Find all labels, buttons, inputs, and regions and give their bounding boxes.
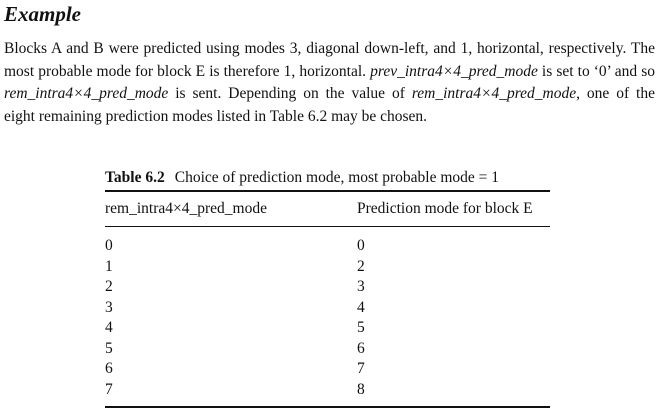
body-paragraph: [4, 38, 655, 128]
table-cell: 6: [105, 360, 113, 377]
table-bottom-rule: [105, 406, 550, 408]
table-cell: 3: [105, 298, 113, 316]
table-row: [105, 359, 550, 380]
table-cell: 3: [357, 278, 365, 295]
table-row: [105, 236, 550, 257]
column-header: Prediction mode for block E: [357, 200, 533, 217]
variable-rem-intra-pred-mode: rem_intra4×4_pred_mode: [411, 85, 577, 102]
table-cell: 8: [357, 380, 365, 398]
table-cell: 5: [357, 319, 365, 336]
table-caption-text: Choice of prediction mode, most probable mode = 1: [174, 169, 500, 186]
table-cell: 1: [105, 257, 113, 275]
table-row: [105, 298, 550, 319]
table-cell: 2: [105, 278, 113, 295]
table-cell: 0: [357, 237, 365, 254]
table-row: [105, 257, 550, 278]
table-row: [105, 380, 550, 401]
table-cell: 0: [105, 237, 113, 254]
prediction-mode-table: [105, 166, 550, 408]
variable-rem-intra-pred-mode: rem_intra4×4_pred_mode: [4, 85, 169, 102]
table-cell: 7: [357, 360, 365, 377]
table-body: [105, 192, 550, 226]
table-cell: 4: [105, 319, 113, 336]
table-cell: 6: [357, 339, 365, 357]
table-header-row: [105, 192, 550, 226]
section-heading: Example: [4, 2, 81, 26]
table-cell: 7: [105, 380, 113, 398]
variable-prev-intra-pred-mode: prev_intra4×4_pred_mode: [370, 62, 538, 80]
table-rows: [105, 227, 550, 406]
table-row: [105, 277, 550, 298]
column-header: rem_intra4×4_pred_mode: [105, 200, 267, 217]
table-cell: 5: [105, 339, 113, 357]
table-row: [105, 318, 550, 339]
paragraph-text: is sent. Depending on the value of: [168, 85, 412, 102]
paragraph-text: , one of the eight remaining prediction modes listed in Table 6.2 may be chosen.: [4, 85, 655, 125]
table-cell: 4: [357, 298, 365, 316]
table-number: Table 6.2: [105, 169, 165, 186]
paragraph-text: is set to ‘0’ and so: [537, 62, 655, 80]
table-row: [105, 339, 550, 360]
paragraph-text: Blocks A and B were predicted using modes 3, diagonal down-left, and 1, horizontal, respectively. The most probable mode for block E is therefore 1, horizontal.: [4, 40, 655, 80]
table-cell: 2: [357, 257, 365, 275]
table-caption: [105, 166, 550, 190]
